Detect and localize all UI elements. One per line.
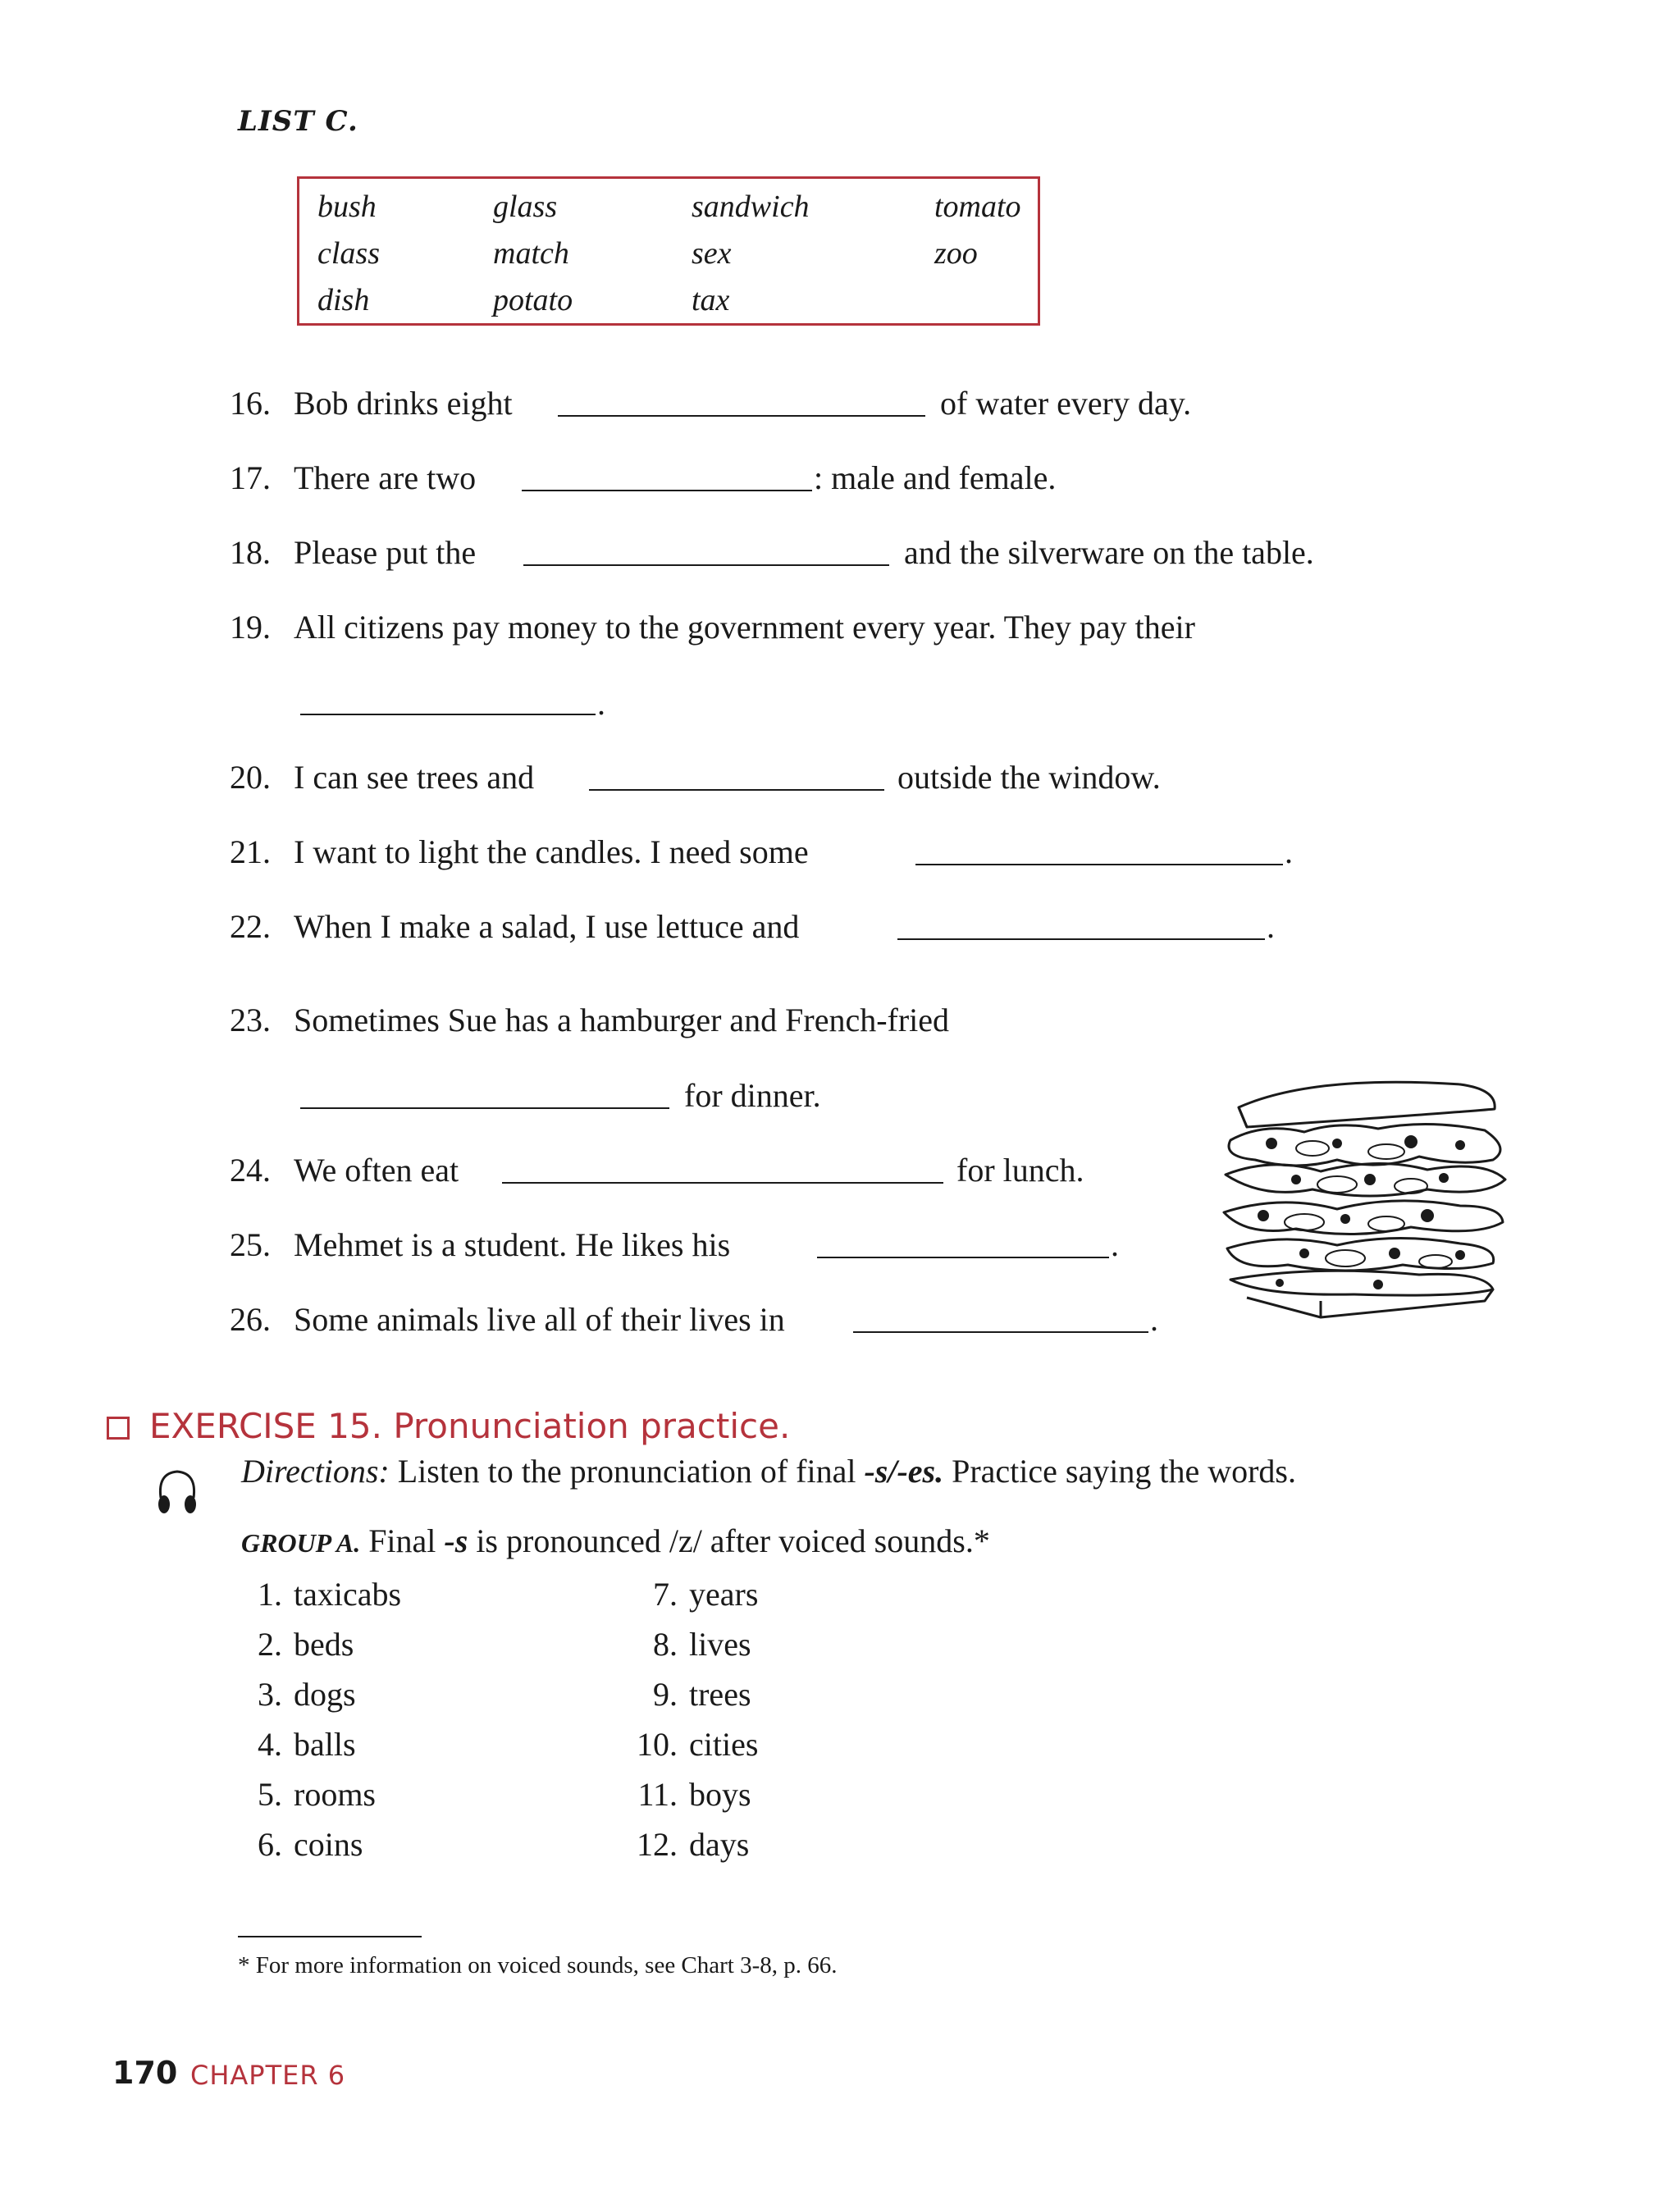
word-list-item: sandwich (692, 189, 810, 224)
footnote: * For more information on voiced sounds, see Chart 3-8, p. 66. (238, 1952, 838, 1978)
word-list-item: potato (493, 283, 573, 317)
question-17-suffix: : male and female. (814, 459, 1057, 496)
answer-blank-22[interactable] (897, 938, 1265, 940)
answer-blank-26[interactable] (853, 1331, 1148, 1333)
question-20: 20. I can see trees and (230, 759, 535, 796)
word-list-box (297, 176, 1040, 326)
list-item: 6. coins (258, 1826, 363, 1863)
list-item: 12. days (637, 1826, 750, 1863)
answer-blank-17[interactable] (522, 490, 812, 491)
question-24-suffix: for lunch. (956, 1152, 1084, 1189)
question-20-suffix: outside the window. (897, 759, 1161, 796)
page-number: 170 (112, 2055, 178, 2091)
chapter-label: CHAPTER 6 (190, 2060, 346, 2091)
word-list-item: tax (692, 283, 730, 317)
word-list-item: match (493, 236, 569, 271)
list-item: 4. balls (258, 1726, 356, 1763)
list-item: 11. boys (637, 1776, 751, 1813)
question-24: 24. We often eat (230, 1152, 459, 1189)
list-item: 8. lives (653, 1626, 751, 1663)
question-17: 17. There are two (230, 459, 477, 496)
question-21-suffix: . (1285, 833, 1293, 870)
answer-blank-16[interactable] (558, 415, 925, 417)
footnote-divider (238, 1936, 422, 1937)
question-23-suffix: for dinner. (684, 1077, 821, 1114)
question-22: 22. When I make a salad, I use lettuce and (230, 908, 800, 945)
question-19-suffix: . (597, 685, 605, 722)
answer-blank-20[interactable] (589, 789, 884, 791)
checkbox-icon[interactable] (107, 1417, 130, 1440)
list-label: LIST C. (238, 105, 358, 138)
list-item: 10. cities (637, 1726, 759, 1763)
list-item: 5. rooms (258, 1776, 376, 1813)
answer-blank-18[interactable] (523, 564, 889, 566)
question-18-suffix: and the silverware on the table. (904, 534, 1314, 571)
list-item: 3. dogs (258, 1676, 356, 1713)
question-16-suffix: of water every day. (940, 385, 1192, 422)
question-18: 18. Please put the (230, 534, 477, 571)
answer-blank-21[interactable] (915, 864, 1283, 865)
question-21: 21. I want to light the candles. I need some (230, 833, 809, 870)
question-26: 26. Some animals live all of their lives in (230, 1301, 785, 1338)
list-item: 7. years (653, 1576, 759, 1613)
word-list-item: tomato (934, 189, 1021, 224)
headphones-icon (154, 1468, 200, 1516)
list-item: 9. trees (653, 1676, 751, 1713)
answer-blank-25[interactable] (817, 1257, 1109, 1258)
question-23: 23. Sometimes Sue has a hamburger and French-fried (230, 1002, 950, 1038)
exercise-title: EXERCISE 15. Pronunciation practice. (149, 1406, 791, 1446)
answer-blank-19[interactable] (300, 714, 596, 715)
group-a-heading: GROUP A. Final -s is pronounced /z/ after voiced sounds.* (241, 1522, 990, 1559)
word-list-item: class (317, 236, 380, 271)
question-16: 16. Bob drinks eight (230, 385, 513, 422)
word-list-item: zoo (934, 236, 978, 271)
question-25-suffix: . (1111, 1226, 1119, 1263)
question-22-suffix: . (1267, 908, 1275, 945)
word-list-item: sex (692, 236, 732, 271)
answer-blank-23[interactable] (300, 1107, 669, 1109)
word-list-item: dish (317, 283, 370, 317)
exercise-directions: Directions: Listen to the pronunciation of final -s/-es. Practice saying the words. (241, 1453, 1296, 1490)
answer-blank-24[interactable] (502, 1182, 943, 1184)
word-list-item: bush (317, 189, 377, 224)
question-26-suffix: . (1150, 1301, 1158, 1338)
question-19: 19. All citizens pay money to the government every year. They pay their (230, 609, 1195, 646)
word-list-item: glass (493, 189, 558, 224)
sandwich-illustration (1214, 1075, 1518, 1329)
list-item: 1. taxicabs (258, 1576, 402, 1613)
list-item: 2. beds (258, 1626, 354, 1663)
question-25: 25. Mehmet is a student. He likes his (230, 1226, 731, 1263)
